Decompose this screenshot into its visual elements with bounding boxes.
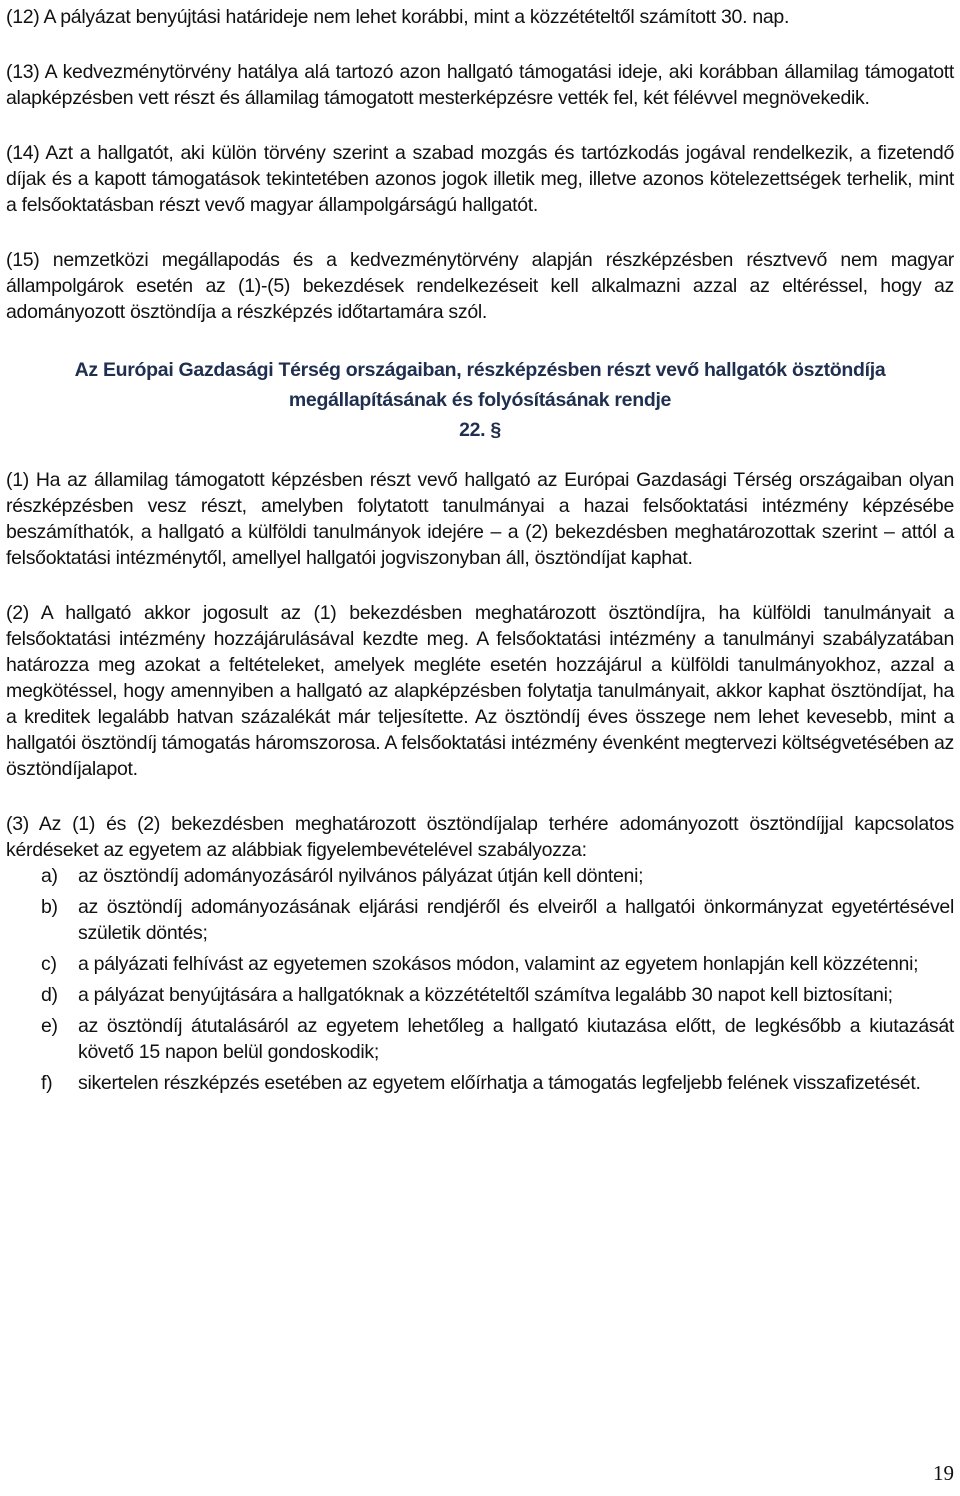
list-item-letter: c) bbox=[41, 953, 57, 975]
list-item bbox=[6, 894, 954, 946]
paragraph-12: (12) A pályázat benyújtási határideje nem lehet korábbi, mint a közzétételtől számított 30. nap. bbox=[6, 6, 790, 28]
section-number: 22. § bbox=[459, 419, 501, 441]
section-heading-line2: megállapításának és folyósításának rendje bbox=[288, 389, 672, 411]
list-item-text: sikertelen részképzés esetében az egyetem előírhatja a támogatás legfeljebb felének visszafizetését. bbox=[78, 1072, 921, 1094]
paragraph-13: (13) A kedvezménytörvény hatálya alá tartozó azon hallgató támogatási ideje, aki korábban államilag támogatott alapképzésben vett részt és államilag támogatott mesterképzésre vették fel, két félévvel megnövekedik. bbox=[6, 61, 954, 109]
list-item-text: a pályázati felhívást az egyetemen szokásos módon, valamint az egyetem honlapján kell közzétenni; bbox=[78, 953, 919, 975]
list-item-text: a pályázat benyújtására a hallgatóknak a közzétételtől számítva legalább 30 napot kell biztosítani; bbox=[78, 984, 893, 1006]
section-heading bbox=[6, 355, 954, 415]
section22-paragraph-1: (1) Ha az államilag támogatott képzésben részt vevő hallgató az Európai Gazdasági Térség országaiban olyan részképzésben vesz részt, amelyben folytatott tanulmányai a hazai felsőoktatási intézmény képzésébe beszámíthatók, a hallgató a külföldi tanulmányok idejére – a (2) bekezdésben meghatározottak szerint – attól a felsőoktatási intézménytől, amellyel hallgatói jogviszonyban áll, ösztöndíjat kaphat. bbox=[6, 469, 954, 569]
paragraph-14: (14) Azt a hallgatót, aki külön törvény szerint a szabad mozgás és tartózkodás jogával rendelkezik, a fizetendő díjak és a kapott támogatások tekintetében azonos jogok illetik meg, illetve azonos kötelezettségek terhelik, mint a felsőoktatásban részt vevő magyar állampolgárságú hallgatót. bbox=[6, 142, 954, 216]
list-item-letter: f) bbox=[41, 1072, 53, 1094]
list-item bbox=[6, 982, 954, 1008]
conditions-list bbox=[6, 863, 954, 1096]
list-item-text: az ösztöndíj adományozásának eljárási rendjéről és elveiről a hallgatói önkormányzat egyetértésével születik döntés; bbox=[78, 896, 954, 944]
paragraph-15: (15) nemzetközi megállapodás és a kedvezménytörvény alapján részképzésben résztvevő nem magyar állampolgárok esetén az (1)-(5) bekezdések rendelkezéseit kell alkalmazni azzal az eltéréssel, hogy az adományozott ösztöndíja a részképzés időtartamára szól. bbox=[6, 249, 954, 323]
list-item bbox=[6, 951, 954, 977]
list-item bbox=[6, 1070, 954, 1096]
list-item-text: az ösztöndíj átutalásáról az egyetem lehetőleg a hallgató kiutazása előtt, de legkésőbb a kiutazását követő 15 napon belül gondoskodik; bbox=[78, 1015, 954, 1063]
list-item-letter: b) bbox=[41, 896, 58, 918]
section22-paragraph-3: (3) Az (1) és (2) bekezdésben meghatározott ösztöndíjalap terhére adományozott ösztöndíjjal kapcsolatos kérdéseket az egyetem az alábbiak figyelembevételével szabályozza: bbox=[6, 813, 954, 861]
section22-paragraph-2: (2) A hallgató akkor jogosult az (1) bekezdésben meghatározott ösztöndíjra, ha külföldi tanulmányait a felsőoktatási intézmény hozzájárulásával kezdte meg. A felsőoktatási intézmény a tanulmányi szabályzatában határozza meg azokat a feltételeket, amelyek megléte esetén hozzájárul a külföldi tanulmányokhoz, azzal a megkötéssel, hogy amennyiben a hallgató az alapképzésben folytatja tanulmányait, akkor kaphat ösztöndíjat, ha a kreditek legalább hatvan százalékát már teljesítette. Az ösztöndíj éves összege nem lehet kevesebb, mint a hallgatói ösztöndíj támogatás háromszorosa. A felsőoktatási intézmény évenként megtervezi költségvetésében az ösztöndíjalapot. bbox=[6, 602, 954, 780]
list-item-text: az ösztöndíj adományozásáról nyilvános pályázat útján kell dönteni; bbox=[78, 865, 644, 887]
page-number: 19 bbox=[933, 1461, 954, 1485]
list-item-letter: e) bbox=[41, 1015, 58, 1037]
list-item-letter: a) bbox=[41, 865, 58, 887]
document-page bbox=[6, 4, 954, 1096]
list-item bbox=[6, 863, 954, 889]
list-item bbox=[6, 1013, 954, 1065]
list-item-letter: d) bbox=[41, 984, 58, 1006]
section-heading-line1: Az Európai Gazdasági Térség országaiban, részképzésben részt vevő hallgatók ösztöndíja bbox=[74, 359, 886, 381]
